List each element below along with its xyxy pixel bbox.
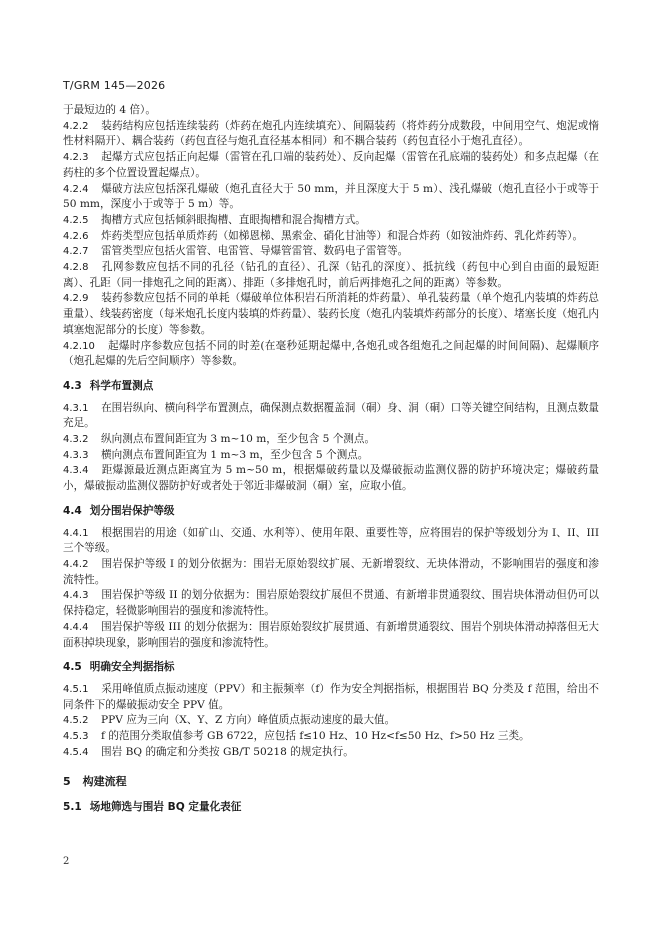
clause-4-2-6 — [63, 229, 599, 245]
clause-text: 掏槽方式应包括倾斜眼掏槽、直眼掏槽和混合掏槽方式。 — [101, 213, 366, 226]
clause-text: 装药参数应包括不同的单耗（爆破单位体积岩石所消耗的炸药量）、单孔装药量（单个炮孔内装填的炸药总重量）、线装药密度（每米炮孔长度内装填的炸药量）、装药长度（炮孔内装填炸药部分的长度）、堵塞长度（炮孔内填塞炮泥部分的长度）等参数。 — [63, 292, 600, 336]
clause-text: 孔网参数应包括不同的孔径（钻孔的直径）、孔深（钻孔的深度）、抵抗线（药包中心到自由面的最短距离）、孔距（同一排炮孔之间的距离）、排距（多排炮孔时，前后两排炮孔之间的距离）等参数。 — [63, 261, 599, 289]
clause-text: 根据围岩的用途（如矿山、交通、水利等）、使用年限、重要性等，应将围岩的保护等级划分为 I、II、III 三个等级。 — [63, 526, 600, 555]
clause-text: 炸药类型应包括单质炸药（如梯恩梯、黑索金、硝化甘油等）和混合炸药（如铵油炸药、乳化炸药等）。 — [101, 229, 584, 242]
clause-text: 在围岩纵向、横向科学布置测点，确保测点数据覆盖洞（硐）身、洞（硐）口等关键空间结构，且测点数量充足。 — [63, 401, 600, 430]
section-heading-4-5 — [63, 660, 599, 676]
clause-number: 4.4.3 — [63, 590, 89, 602]
clause-4-4-4 — [63, 620, 599, 651]
clause-4-3-3 — [63, 448, 599, 464]
clause-number: 4.5.1 — [63, 683, 89, 695]
clause-number: 4.2.6 — [63, 230, 89, 242]
section-heading-5-1 — [63, 800, 599, 816]
clause-4-4-1 — [63, 526, 599, 557]
section-title: 明确安全判据指标 — [89, 661, 175, 674]
clause-4-2-4 — [63, 182, 599, 213]
clause-number: 4.4.4 — [63, 621, 89, 633]
section-heading-4-4 — [63, 504, 599, 520]
clause-text: f 的范围分类取值参考 GB 6722，应包括 f≤10 Hz、10 Hz<f≤50 Hz、f>50 Hz 三类。 — [101, 730, 530, 743]
clause-text: 距爆源最近测点距离宜为 5 m~50 m，根据爆破药量以及爆破振动监测仪器的防护环境决定；爆破药量小，爆破振动监测仪器防护好或者处于邻近非爆破洞（硐）室，应取小值。 — [63, 464, 599, 493]
clause-text: PPV 应为三向（X、Y、Z 方向）峰值质点振动速度的最大值。 — [101, 714, 396, 727]
chapter-heading-5 — [63, 774, 599, 790]
clause-number: 4.2.4 — [63, 183, 89, 195]
clause-number: 4.2.8 — [63, 262, 89, 274]
clause-4-2-10 — [63, 339, 599, 370]
clause-4-2-5 — [63, 213, 599, 229]
clause-list-4-5 — [63, 682, 599, 761]
page-number: 2 — [63, 856, 70, 867]
page-body — [63, 103, 599, 816]
clause-4-2-2 — [63, 119, 599, 150]
clause-4-4-2 — [63, 557, 599, 588]
clause-4-5-3 — [63, 729, 599, 745]
clause-number: 4.3.4 — [63, 465, 89, 477]
section-title: 划分围岩保护等级 — [89, 504, 175, 517]
clause-4-2-3 — [63, 150, 599, 181]
clause-4-2-8 — [63, 260, 599, 291]
clause-4-4-3 — [63, 588, 599, 619]
continuation-text: 于最短边的 4 倍）。 — [63, 104, 156, 116]
section-number: 4.3 — [63, 379, 82, 392]
clause-number: 4.2.5 — [63, 214, 89, 226]
chapter-number: 5 — [63, 775, 71, 789]
clause-number: 4.5.2 — [63, 715, 89, 727]
clause-4-2-9 — [63, 291, 599, 338]
clause-text: 采用峰值质点振动速度（PPV）和主振频率（f）作为安全判据指标，根据围岩 BQ 分类及 f 范围，给出不同条件下的爆破振动安全 PPV 值。 — [63, 682, 600, 711]
clause-text: 起爆方式应包括正向起爆（雷管在孔口端的装药处）、反向起爆（雷管在孔底端的装药处）和多点起爆（在药柱的多个位置设置起爆点）。 — [63, 151, 600, 179]
clause-number: 4.3.1 — [63, 402, 89, 414]
section-title: 场地筛选与围岩 BQ 定量化表征 — [89, 801, 242, 814]
clause-4-2-7 — [63, 244, 599, 260]
clause-text: 装药结构应包括连续装药（炸药在炮孔内连续填充）、间隔装药（将炸药分成数段，中间用空气、炮泥或惰性材料隔开）、耦合装药（药包直径与炮孔直径基本相同）和不耦合装药（药包直径小于炮孔直径）。 — [63, 119, 600, 148]
clause-number: 4.2.10 — [63, 340, 95, 352]
clause-number: 4.3.2 — [63, 434, 89, 446]
clause-4-5-4 — [63, 745, 599, 761]
clause-number: 4.5.4 — [63, 746, 89, 758]
clause-number: 4.2.3 — [63, 152, 89, 164]
clause-text: 雷管类型应包括火雷管、电雷管、导爆管雷管、数码电子雷管等。 — [101, 245, 409, 258]
clause-number: 4.4.2 — [63, 558, 89, 570]
clause-number: 4.2.7 — [63, 246, 89, 258]
clause-text: 围岩保护等级 II 的划分依据为：围岩原始裂纹扩展但不贯通、有新增非贯通裂纹、围岩块体滑动但仍可以保持稳定，轻微影响围岩的强度和渗流特性。 — [63, 589, 600, 618]
clause-4-3-4 — [63, 463, 599, 494]
section-number: 4.5 — [63, 661, 82, 674]
clause-list-4-3 — [63, 401, 599, 495]
clause-number: 4.4.1 — [63, 527, 89, 539]
clause-list-4-4 — [63, 526, 599, 652]
chapter-title: 构建流程 — [82, 775, 127, 789]
section-title: 科学布置测点 — [89, 379, 154, 392]
doc-code-header: T/GRM 145—2026 — [63, 79, 166, 92]
clause-4-3-2 — [63, 432, 599, 448]
clause-number: 4.5.3 — [63, 731, 89, 743]
clause-number: 4.2.2 — [63, 120, 89, 132]
clause-text: 横向测点布置间距宜为 1 m~3 m，至少包含 5 个测点。 — [101, 448, 369, 461]
clause-text: 围岩 BQ 的确定和分类按 GB/T 50218 的规定执行。 — [101, 745, 354, 758]
clause-4-5-2 — [63, 713, 599, 729]
section-number: 4.4 — [63, 504, 82, 517]
clause-number: 4.2.9 — [63, 293, 89, 305]
clause-list-4-2 — [63, 119, 599, 370]
section-heading-4-3 — [63, 379, 599, 395]
clause-text: 纵向测点布置间距宜为 3 m~10 m，至少包含 5 个测点。 — [101, 433, 376, 446]
section-number: 5.1 — [63, 801, 82, 814]
clause-text: 围岩保护等级 I 的划分依据为：围岩无原始裂纹扩展、无新增裂纹、无块体滑动，不影响围岩的强度和渗流特性。 — [63, 557, 600, 586]
clause-4-5-1 — [63, 682, 599, 713]
clause-text: 爆破方法应包括深孔爆破（炮孔直径大于 50 mm，并且深度大于 5 m）、浅孔爆破（炮孔直径小于或等于 50 mm，深度小于或等于 5 m）等。 — [63, 182, 599, 211]
clause-text: 围岩保护等级 III 的划分依据为：围岩原始裂纹扩展贯通、有新增贯通裂纹、围岩个别块体滑动掉落但无大面积掉块现象，影响围岩的强度和渗流特性。 — [63, 620, 600, 649]
clause-text: 起爆时序参数应包括不同的时差(在毫秒延期起爆中,各炮孔或各组炮孔之间起爆的时间间隔)、起爆顺序（炮孔起爆的先后空间顺序）等参数。 — [63, 339, 599, 368]
clause-number: 4.3.3 — [63, 449, 89, 461]
clause-4-3-1 — [63, 401, 599, 432]
